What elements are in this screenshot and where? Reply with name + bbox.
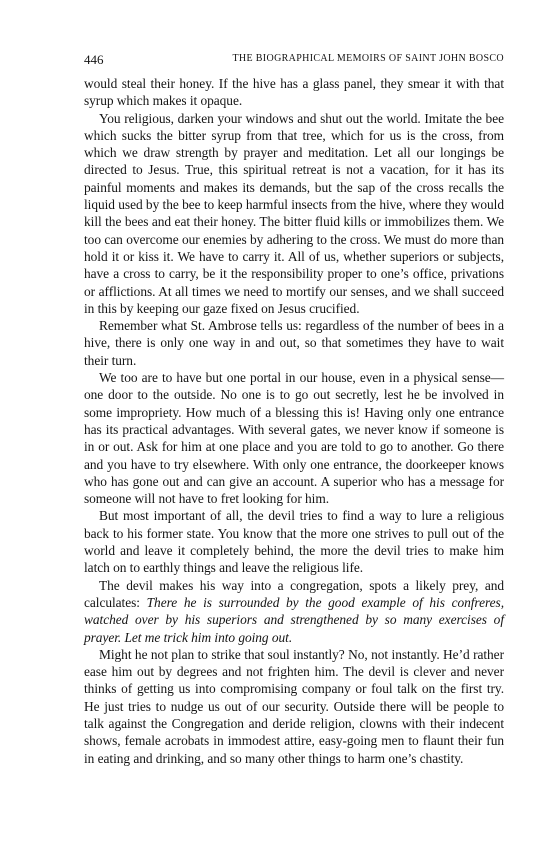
paragraph-text: The devil makes his way into a congregation, spots a likely prey, and calculates: (84, 577, 504, 610)
paragraph-bee-cross: You religious, darken your windows and shut out the world. Imitate the bee which sucks the bitter syrup from that tree, which for us is the cross, from which we draw strength by prayer and meditation. Let all our longings be directed to Jesus. True, this spiritual retreat is not a vacation, for it has its painful moments and makes its demands, but the sap of the cross recalls the liquid used by the bee to keep harmful insects from the hive, where they would kill the bees and eat their honey. The bitter fluid kills or immobilizes them. We too can overcome our enemies by adhering to the cross. We must do more than hold it or kiss it. We have to carry it. All of us, whether superiors or subjects, have a cross to carry, be it the responsibility proper to one’s office, privations or afflictions. At all times we need to mortify our senses, and we shall succeed in this by keeping our gaze fixed on Jesus crucified. (84, 110, 504, 316)
paragraph-not-instantly: Might he not plan to strike that soul instantly? No, not instantly. He’d rather ease him out by degrees and not frighten him. The devil is clever and never thinks of getting us into compromising company or foul talk on the first try. He just tries to nudge us out of our security. Outside there will be people to talk against the Congregation and deride religion, clowns with their indecent shows, female acrobats in immodest attire, easy-going men to flaunt their fun in eating and drinking, and so many other things to harm one’s chastity. (84, 646, 504, 766)
paragraph-devil-lure: But most important of all, the devil tries to find a way to lure a religious back to his former state. You know that the more one strives to pull out of the world and leave it completely behind, the more the devil tries to make him latch on to earthly things and leave the religious life. (84, 508, 504, 576)
book-page (84, 52, 504, 767)
paragraph-one-portal: We too are to have but one portal in our house, even in a physical sense—one door to the outside. No one is to go out secretly, lest he be involved in some impropriety. How much of a blessing this is! Having only one entrance has its practical advantages. With several gates, we never know if someone is in or out. Ask for him at one place and you are told to go to another. Go there and you have to try elsewhere. With only one entrance, the doorkeeper knows who has gone out and can give an account. A superior who has a message for someone will not have to fret looking for him. (84, 370, 504, 507)
running-header (84, 52, 504, 72)
running-title: THE BIOGRAPHICAL MEMOIRS OF SAINT JOHN BOSCO (232, 53, 504, 64)
body-text (84, 75, 504, 767)
paragraph-devil-calculates (84, 577, 504, 646)
page-number: 446 (84, 52, 104, 67)
italic-quote: There he is surrounded by the good example of his confreres, watched over by his superiors and strengthened by so many exercises of prayer. Let me trick him into going out. (84, 594, 504, 645)
paragraph-continuation: would steal their honey. If the hive has a glass panel, they smear it with that syrup which makes it opaque. (84, 76, 504, 109)
paragraph-st-ambrose: Remember what St. Ambrose tells us: regardless of the number of bees in a hive, there is only one way in and out, so that sometimes they have to wait their turn. (84, 318, 504, 368)
